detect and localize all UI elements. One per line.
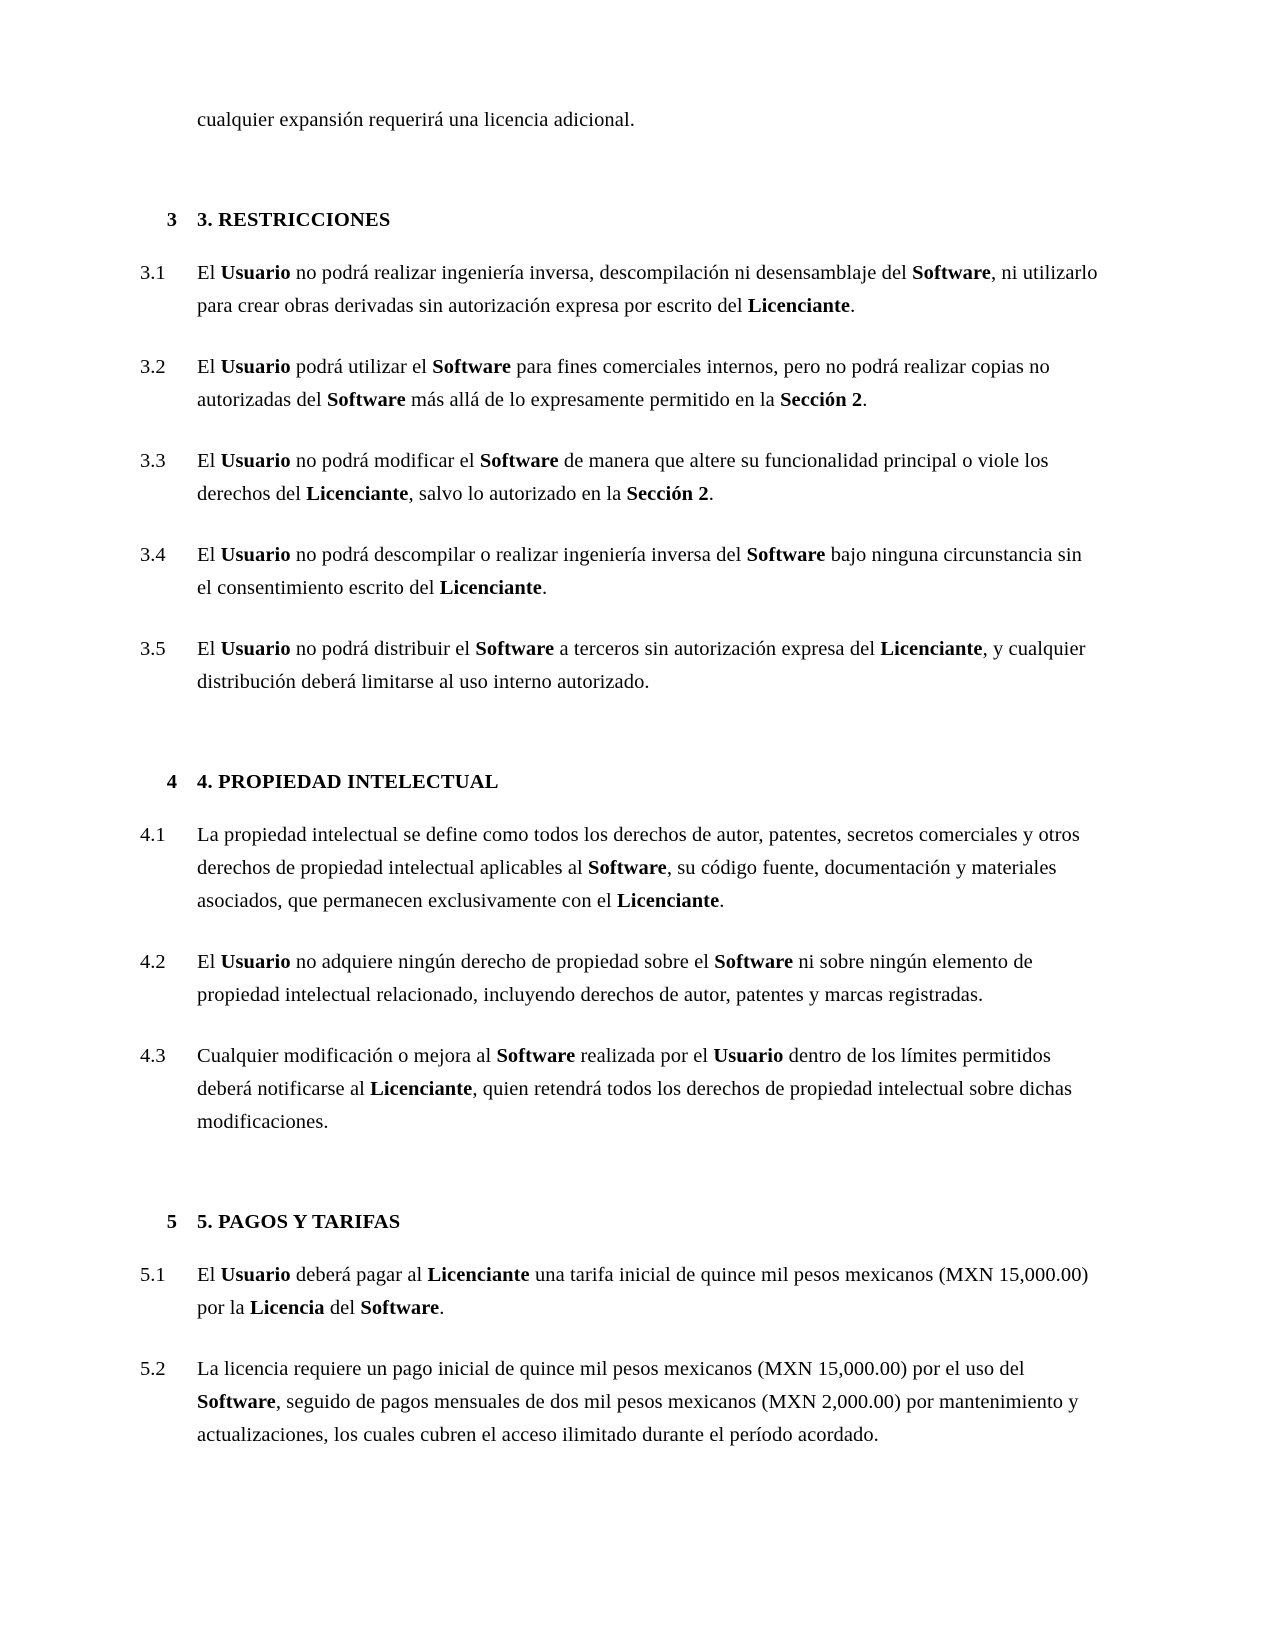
clause-text-run: realizada por el (575, 1045, 714, 1067)
clause-text (197, 1259, 1100, 1325)
clause-number: 5.2 (140, 1358, 166, 1380)
clause (140, 445, 1100, 511)
clause-number: 3.5 (140, 638, 166, 660)
section-heading (140, 767, 1100, 797)
clause-number: 4.2 (140, 951, 166, 973)
clause-text (197, 946, 1100, 1012)
clause-text-run: . (719, 890, 725, 912)
clause-text-run: El (197, 1264, 221, 1286)
section-heading (140, 205, 1100, 235)
clause-text (197, 1040, 1100, 1139)
clause-text (197, 539, 1100, 605)
clause-text (197, 819, 1100, 918)
spacer (140, 1325, 1100, 1353)
clause-text-run: El (197, 356, 221, 378)
spacer (140, 235, 1100, 257)
section-title: 4. PROPIEDAD INTELECTUAL (197, 771, 499, 793)
clause-text-run: , quien retendrá todos los derechos de propiedad intelectual sobre dichas modificaciones. (197, 1078, 1073, 1133)
defined-term: Software (714, 951, 794, 973)
defined-term: Licenciante (880, 638, 983, 660)
spacer (140, 137, 1100, 205)
clause-text-run: podrá utilizar el (290, 356, 433, 378)
clause-text-run: . (439, 1297, 445, 1319)
clause-text-run: deberá pagar al (290, 1264, 428, 1286)
clause-text-run: El (197, 638, 221, 660)
clause-text-run: no podrá modificar el (290, 450, 480, 472)
defined-term: Software (746, 544, 826, 566)
defined-term: Sección 2 (626, 483, 709, 505)
defined-term: Licenciante (617, 890, 720, 912)
defined-term: Usuario (220, 356, 291, 378)
clause-text-run: La propiedad intelectual se define como todos los derechos de autor, patentes, secretos comerciales y otros derechos de propiedad intelectual aplicables al (197, 824, 1080, 879)
spacer (140, 605, 1100, 633)
clause (140, 539, 1100, 605)
defined-term: Software (912, 262, 991, 284)
spacer (140, 511, 1100, 539)
clause-number: 3.3 (140, 450, 166, 472)
clause-text-run: ni sobre ningún elemento de propiedad intelectual relacionado, incluyendo derechos de autor, patentes y marcas registradas. (197, 951, 1033, 1006)
defined-term: Software (496, 1045, 576, 1067)
section-number: 5 (166, 1211, 177, 1233)
clause-number: 3.1 (140, 262, 166, 284)
clause-text-run: . (541, 577, 548, 599)
clause-text-run: del (324, 1297, 361, 1319)
defined-term: Software (475, 638, 555, 660)
clause (140, 1040, 1100, 1139)
spacer (140, 1012, 1100, 1040)
section-number: 4 (166, 771, 177, 793)
clause-text-run: de manera que altere su funcionalidad principal o viole los derechos del (197, 450, 1049, 505)
spacer (140, 1139, 1100, 1207)
clause-text (197, 445, 1100, 511)
sections-container (140, 205, 1100, 1452)
defined-term: Software (587, 857, 667, 879)
defined-term: Software (432, 356, 512, 378)
clause (140, 1353, 1100, 1452)
defined-term: Licenciante (439, 577, 542, 599)
clause-number: 3.2 (140, 356, 166, 378)
defined-term: Usuario (220, 450, 291, 472)
defined-term: Software (326, 389, 406, 411)
clause-text-run: Cualquier modificación o mejora al (197, 1045, 497, 1067)
clause-number: 3.4 (140, 544, 166, 566)
clause (140, 819, 1100, 918)
spacer (140, 417, 1100, 445)
clause-text-run: El (197, 544, 221, 566)
section-title: 3. RESTRICCIONES (197, 209, 391, 231)
clause-text-run: . (708, 483, 714, 505)
defined-term: Usuario (220, 1264, 291, 1286)
clause-text-run: bajo ninguna circunstancia sin el consentimiento escrito del (197, 544, 1082, 599)
clause-text-run: , ni utilizarlo para crear obras derivadas sin autorización expresa por escrito del (197, 262, 1098, 317)
continuation-paragraph: cualquier expansión requerirá una licencia adicional. (197, 109, 636, 131)
spacer (140, 918, 1100, 946)
clause-text-run: a terceros sin autorización expresa del (554, 638, 881, 660)
clause-text-run: , y cualquier distribución deberá limitarse al uso interno autorizado. (197, 638, 1086, 693)
defined-term: Usuario (220, 951, 291, 973)
clause-number: 4.3 (140, 1045, 166, 1067)
defined-term: Usuario (220, 638, 291, 660)
clause-text-run: , salvo lo autorizado en la (408, 483, 627, 505)
clause-text-run: El (197, 262, 221, 284)
defined-term: Licenciante (747, 295, 851, 317)
clause-text-run: , seguido de pagos mensuales de dos mil pesos mexicanos (MXN 2,000.00) por mantenimiento y actualizaciones, los cuales cubren el acceso ilimitado durante el período acordado. (197, 1391, 1079, 1446)
document-content (140, 104, 1100, 1452)
clause-text-run: no adquiere ningún derecho de propiedad sobre el (290, 951, 715, 973)
clause-text (197, 1353, 1100, 1452)
clause (140, 633, 1100, 699)
clause-text-run: El (197, 450, 221, 472)
clause-number: 4.1 (140, 824, 166, 846)
clause-text-run: dentro de los límites permitidos deberá notificarse al (197, 1045, 1051, 1100)
clause-text-run: El (197, 951, 221, 973)
clause-text-run: La licencia requiere un pago inicial de quince mil pesos mexicanos (MXN 15,000.00) por el uso del (197, 1358, 1025, 1380)
defined-term: Software (479, 450, 559, 472)
defined-term: Software (360, 1297, 440, 1319)
clause-text-run: no podrá realizar ingeniería inversa, descompilación ni desensamblaje del (290, 262, 913, 284)
clause (140, 1259, 1100, 1325)
defined-term: Licenciante (306, 483, 409, 505)
defined-term: Usuario (220, 262, 291, 284)
clause-text (197, 633, 1100, 699)
clause-text (197, 351, 1100, 417)
defined-term: Licenciante (427, 1264, 530, 1286)
defined-term: Software (197, 1391, 276, 1413)
clause (140, 946, 1100, 1012)
section-title: 5. PAGOS Y TARIFAS (197, 1211, 401, 1233)
defined-term: Licenciante (370, 1078, 473, 1100)
defined-term: Usuario (220, 544, 291, 566)
clause-text-run: más allá de lo expresamente permitido en la (405, 389, 781, 411)
clause-text-run: , su código fuente, documentación y materiales asociados, que permanecen exclusivamente con el (197, 857, 1057, 912)
clause-text-run: una tarifa inicial de quince mil pesos mexicanos (MXN 15,000.00) por la (197, 1264, 1089, 1319)
clause-text-run: para fines comerciales internos, pero no podrá realizar copias no autorizadas del (197, 356, 1050, 411)
section-heading (140, 1207, 1100, 1237)
clause-text-run: no podrá descompilar o realizar ingeniería inversa del (290, 544, 747, 566)
clause (140, 351, 1100, 417)
clause-text-run: . (862, 389, 868, 411)
defined-term: Sección 2 (780, 389, 863, 411)
spacer (140, 797, 1100, 819)
clause-number: 5.1 (140, 1264, 166, 1286)
clause (140, 257, 1100, 323)
defined-term: Usuario (713, 1045, 784, 1067)
clause-text-run: no podrá distribuir el (290, 638, 476, 660)
spacer (140, 323, 1100, 351)
clause-text (197, 257, 1100, 323)
spacer (140, 1237, 1100, 1259)
section-number: 3 (166, 209, 177, 231)
clause-text-run: . (850, 295, 856, 317)
defined-term: Licencia (249, 1297, 325, 1319)
spacer (140, 699, 1100, 767)
